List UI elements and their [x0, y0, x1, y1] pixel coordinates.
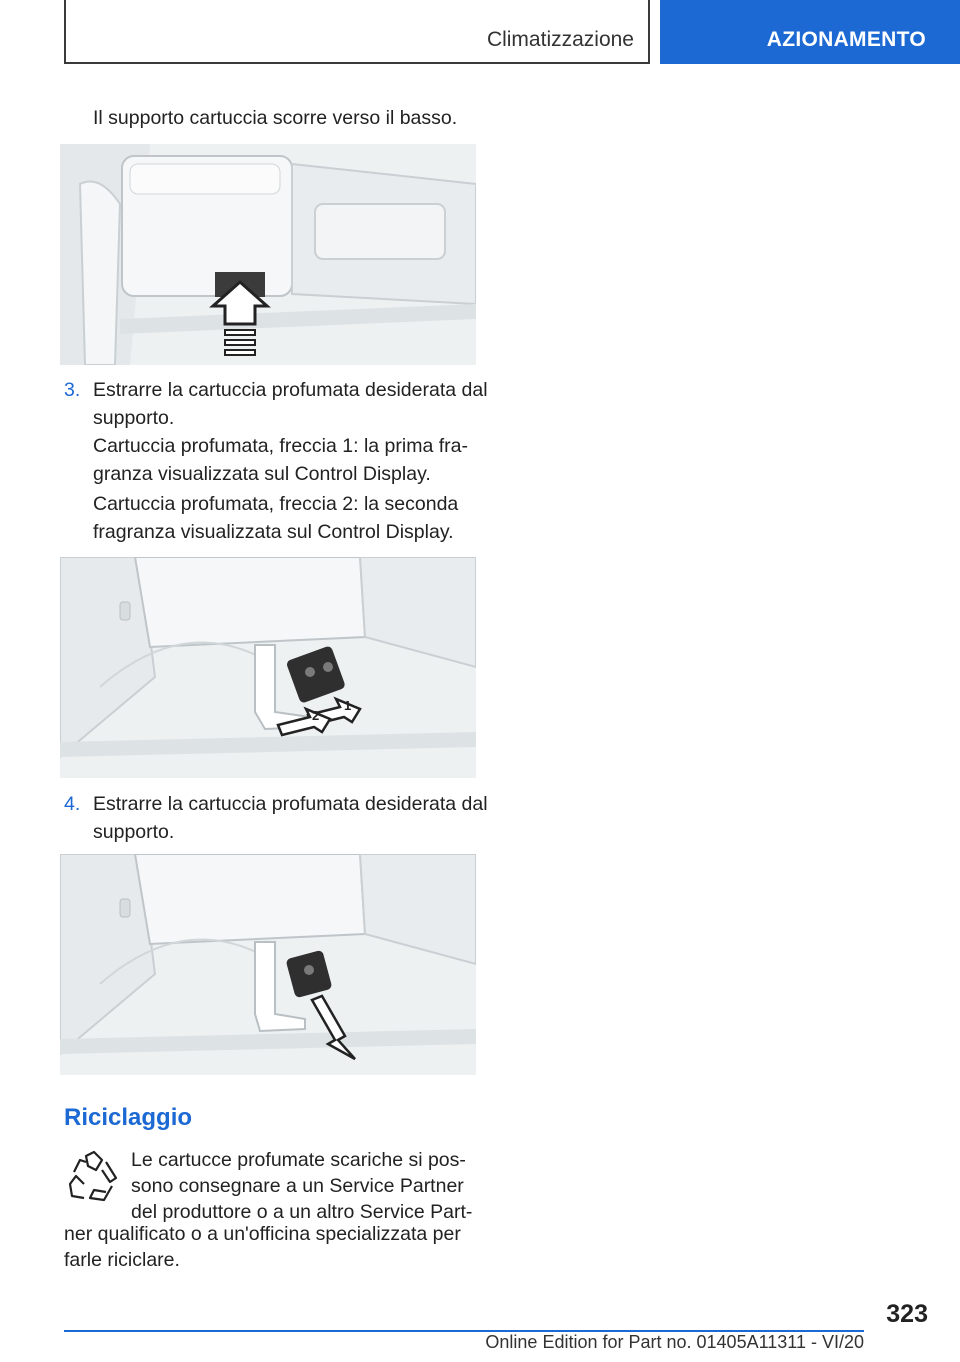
recycling-heading: Riciclaggio	[64, 1104, 193, 1131]
step-3-note-2-line-2: fragranza visualizzata sul Control Display.	[93, 521, 454, 543]
recycling-line-5: farle riciclare.	[64, 1249, 180, 1271]
step-3-note-2-line-1: Cartuccia profumata, freccia 2: la seconda	[93, 493, 459, 515]
step-4-line-1: Estrarre la cartuccia profumata desiderata dal	[93, 793, 488, 815]
recycling-line-4: ner qualificato o a un'officina specializzata per	[64, 1223, 461, 1245]
figure-cartridge-holder-slides	[60, 144, 476, 365]
recycling-line-3: del produttore o a un altro Service Part‐	[131, 1201, 473, 1223]
figure-cartridge-arrows-1-2	[60, 557, 476, 778]
figure-cartridge-removal	[60, 854, 476, 1075]
header-chapter-title: AZIONAMENTO	[766, 28, 926, 51]
step-4-number: 4.	[64, 793, 81, 815]
step-3-number: 3.	[64, 379, 81, 401]
step-3-note-1-line-2: granza visualizzata sul Control Display.	[93, 463, 431, 485]
recycling-line-1: Le cartucce profumate scariche si pos‐	[131, 1149, 466, 1171]
footer-edition: Online Edition for Part no. 01405A11311 - VI/20	[485, 1332, 864, 1352]
header-chapter-tab	[660, 0, 960, 64]
recycle-icon	[66, 1148, 122, 1204]
page-number: 323	[886, 1300, 928, 1328]
step-4-line-2: supporto.	[93, 821, 175, 843]
recycling-line-2: sono consegnare a un Service Partner	[131, 1175, 464, 1197]
figure-2-arrow-label-1: 1	[344, 698, 352, 713]
step-3-note-1-line-1: Cartuccia profumata, freccia 1: la prima fra‐	[93, 435, 468, 457]
header-section-box	[64, 0, 650, 64]
step-3-line-1: Estrarre la cartuccia profumata desiderata dal	[93, 379, 488, 401]
figure-2-arrow-label-2: 2	[312, 708, 320, 723]
step-3-line-2: supporto.	[93, 407, 175, 429]
intro-text: Il supporto cartuccia scorre verso il basso.	[93, 107, 458, 129]
header-section-title: Climatizzazione	[486, 28, 634, 51]
